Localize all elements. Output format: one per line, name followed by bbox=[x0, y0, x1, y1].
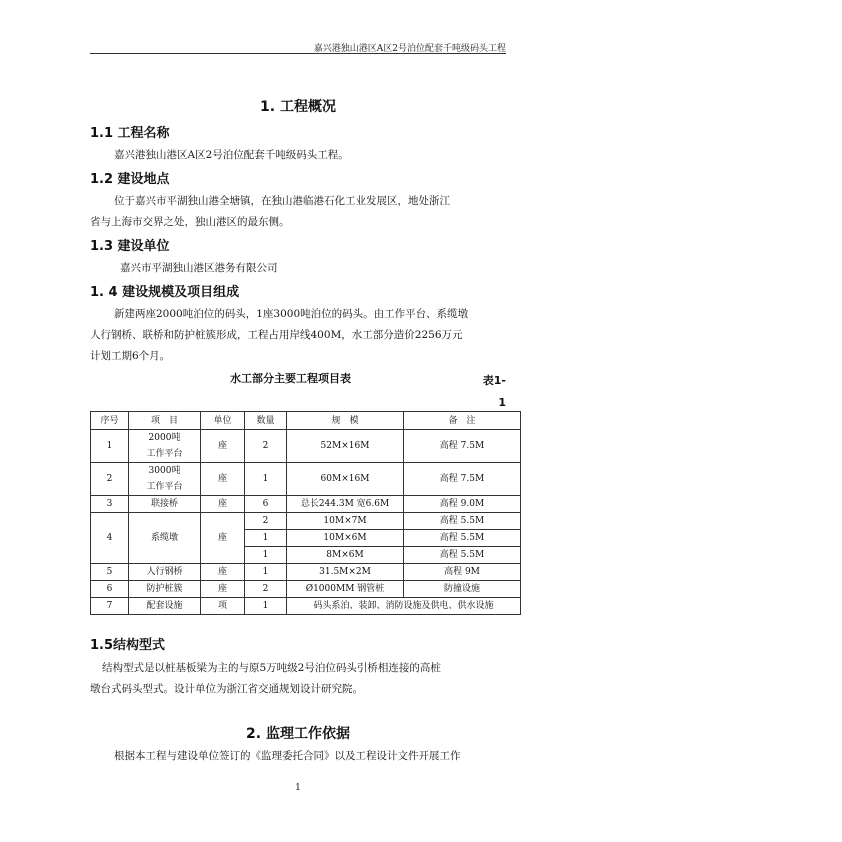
cell-qty: 1 bbox=[245, 547, 287, 564]
location-text-line1: 位于嘉兴市平湖独山港全塘镇，在独山港临港石化工业发展区，地处浙江 bbox=[114, 195, 450, 207]
page-number: 1 bbox=[295, 783, 301, 793]
section-1-1-heading: 1.1 工程名称 bbox=[90, 126, 170, 141]
structure-text-line1: 结构型式是以桩基板梁为主的与原5万吨级2号泊位码头引桥相连接的高桩 bbox=[102, 662, 441, 674]
cell-no: 6 bbox=[91, 581, 129, 598]
cell-no: 2 bbox=[91, 463, 129, 496]
cell-remark: 防撞设施 bbox=[404, 581, 521, 598]
location-text-line2: 省与上海市交界之处，独山港区的最东侧。 bbox=[90, 216, 290, 228]
cell-item bbox=[129, 463, 201, 496]
cell-no: 5 bbox=[91, 564, 129, 581]
cell-item: 防护桩簇 bbox=[129, 581, 201, 598]
cell-qty: 1 bbox=[245, 530, 287, 547]
cell-unit: 座 bbox=[201, 513, 245, 564]
table-row bbox=[91, 513, 521, 530]
col-header-no: 序号 bbox=[91, 412, 129, 430]
table-number-line2: 1 bbox=[498, 396, 506, 409]
cell-scale: 60M×16M bbox=[287, 463, 404, 496]
basis-text-line1: 根据本工程与建设单位签订的《监理委托合同》以及工程设计文件开展工作 bbox=[114, 750, 461, 762]
col-header-remark: 备 注 bbox=[404, 412, 521, 430]
cell-scale: 31.5M×2M bbox=[287, 564, 404, 581]
cell-qty: 6 bbox=[245, 496, 287, 513]
cell-remark: 高程 9.0M bbox=[404, 496, 521, 513]
table-row bbox=[91, 564, 521, 581]
col-header-item: 项 目 bbox=[129, 412, 201, 430]
col-header-qty: 数量 bbox=[245, 412, 287, 430]
cell-remark: 高程 9M bbox=[404, 564, 521, 581]
cell-item: 配套设施 bbox=[129, 598, 201, 615]
cell-no: 3 bbox=[91, 496, 129, 513]
cell-remark: 高程 5.5M bbox=[404, 547, 521, 564]
header-rule bbox=[90, 53, 506, 54]
cell-qty: 2 bbox=[245, 581, 287, 598]
cell-remark: 高程 5.5M bbox=[404, 513, 521, 530]
works-table bbox=[90, 411, 521, 615]
cell-scale: Ø1000MM 钢管桩 bbox=[287, 581, 404, 598]
cell-remark: 高程 7.5M bbox=[404, 463, 521, 496]
table-header-row bbox=[91, 412, 521, 430]
cell-no: 4 bbox=[91, 513, 129, 564]
section-1-5-heading: 1.5结构型式 bbox=[90, 638, 166, 653]
cell-scale: 10M×6M bbox=[287, 530, 404, 547]
cell-remark: 高程 7.5M bbox=[404, 430, 521, 463]
table-row bbox=[91, 598, 521, 615]
cell-qty: 1 bbox=[245, 598, 287, 615]
cell-merged-remark: 码头系泊、装卸、消防设施及供电、供水设施 bbox=[287, 598, 521, 615]
cell-no: 7 bbox=[91, 598, 129, 615]
table-row bbox=[91, 496, 521, 513]
scale-text-line3: 计划工期6个月。 bbox=[90, 350, 171, 362]
cell-qty: 2 bbox=[245, 430, 287, 463]
cell-unit: 座 bbox=[201, 430, 245, 463]
table-row bbox=[91, 463, 521, 496]
owner-text: 嘉兴市平湖独山港区港务有限公司 bbox=[120, 262, 278, 274]
cell-unit: 座 bbox=[201, 581, 245, 598]
cell-item: 人行钢桥 bbox=[129, 564, 201, 581]
cell-remark: 高程 5.5M bbox=[404, 530, 521, 547]
cell-no: 1 bbox=[91, 430, 129, 463]
col-header-unit: 单位 bbox=[201, 412, 245, 430]
cell-unit: 座 bbox=[201, 496, 245, 513]
cell-item-line: 工作平台 bbox=[146, 449, 183, 459]
cell-unit: 座 bbox=[201, 564, 245, 581]
cell-scale: 10M×7M bbox=[287, 513, 404, 530]
cell-unit: 座 bbox=[201, 463, 245, 496]
cell-item: 系缆墩 bbox=[129, 513, 201, 564]
running-header: 嘉兴港独山港区A区2号泊位配套千吨级码头工程 bbox=[313, 44, 506, 54]
cell-scale: 52M×16M bbox=[287, 430, 404, 463]
cell-unit: 项 bbox=[201, 598, 245, 615]
cell-item-line: 工作平台 bbox=[146, 482, 183, 492]
scale-text-line1: 新建两座2000吨泊位的码头，1座3000吨泊位的码头。由工作平台、系缆墩 bbox=[114, 308, 469, 320]
table-row bbox=[91, 581, 521, 598]
cell-qty: 1 bbox=[245, 463, 287, 496]
scale-text-line2: 人行钢桥、联桥和防护桩簇形成，工程占用岸线400M，水工部分造价2256万元 bbox=[90, 329, 463, 341]
section-1-2-heading: 1.2 建设地点 bbox=[90, 172, 170, 187]
cell-item bbox=[129, 430, 201, 463]
section-2-heading: 2. 监理工作依据 bbox=[246, 726, 350, 742]
section-1-4-heading: 1. 4 建设规模及项目组成 bbox=[90, 285, 240, 300]
cell-scale: 8M×6M bbox=[287, 547, 404, 564]
project-name-text: 嘉兴港独山港区A区2号泊位配套千吨级码头工程。 bbox=[114, 149, 349, 161]
cell-item-line: 2000吨 bbox=[148, 433, 181, 443]
section-1-heading: 1. 工程概况 bbox=[260, 99, 336, 115]
cell-qty: 1 bbox=[245, 564, 287, 581]
cell-item: 联接桥 bbox=[129, 496, 201, 513]
cell-item-line: 3000吨 bbox=[148, 466, 181, 476]
table-number-line1: 表1- bbox=[482, 374, 506, 387]
cell-qty: 2 bbox=[245, 513, 287, 530]
table-row bbox=[91, 430, 521, 463]
table-caption: 水工部分主要工程项目表 bbox=[230, 372, 351, 385]
section-1-3-heading: 1.3 建设单位 bbox=[90, 239, 170, 254]
col-header-scale: 规 模 bbox=[287, 412, 404, 430]
cell-scale: 总长244.3M 宽6.6M bbox=[287, 496, 404, 513]
structure-text-line2: 墩台式码头型式。设计单位为浙江省交通规划设计研究院。 bbox=[90, 683, 363, 695]
table-number bbox=[483, 370, 506, 414]
